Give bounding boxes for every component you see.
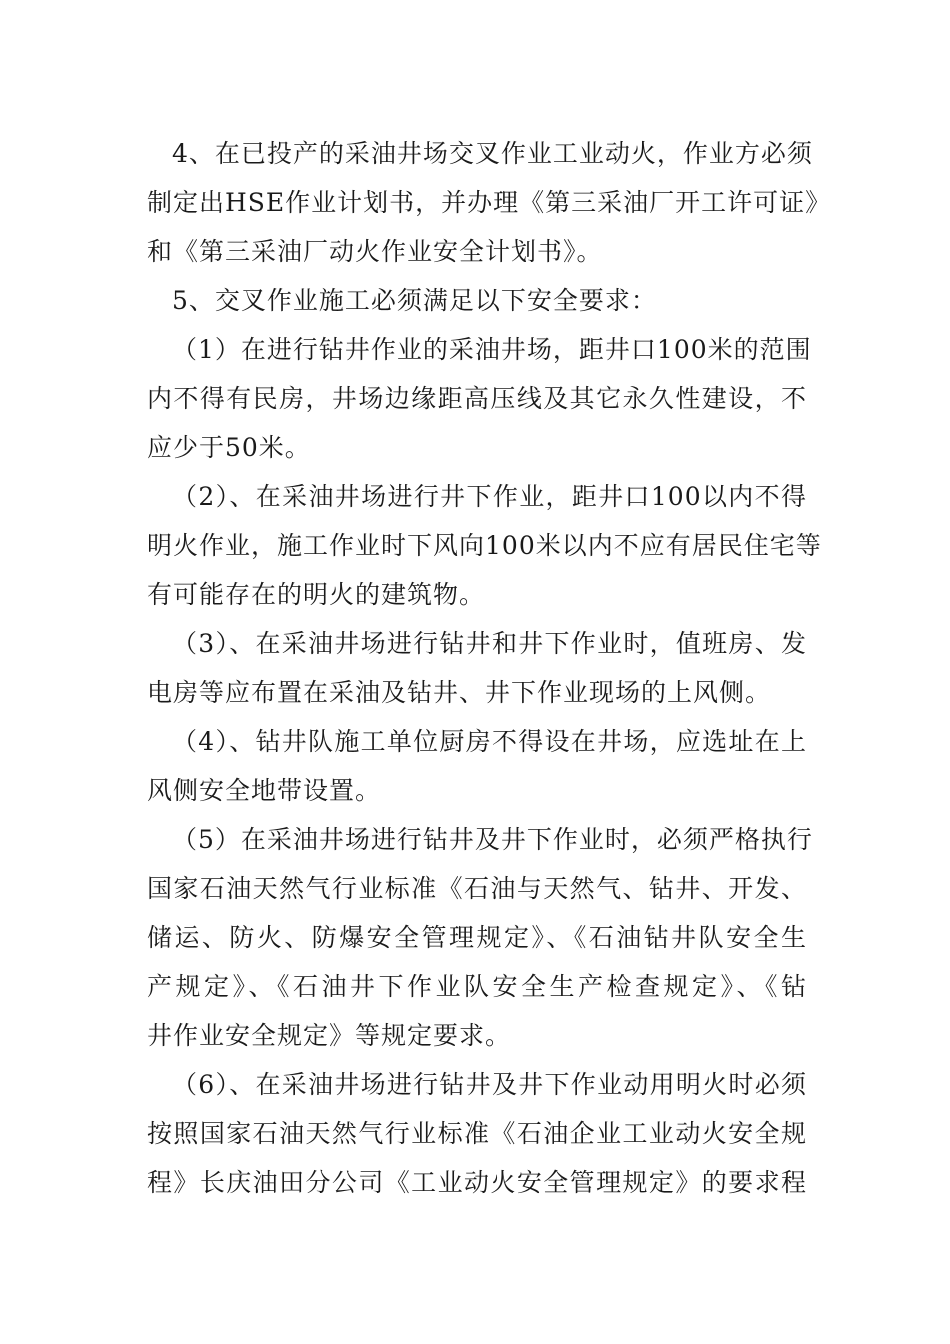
paragraph-line: 风侧安全地带设置。 <box>147 776 382 805</box>
paragraph-item-4 <box>147 129 832 276</box>
paragraph-line: 产规定》、《石油井下作业队安全生产检查规定》、《钻 <box>147 972 807 1001</box>
paragraph-line: 井作业安全规定》等规定要求。 <box>147 1021 512 1050</box>
paragraph-line: （5）在采油井场进行钻井及井下作业时，必须严格执行 <box>172 825 813 854</box>
paragraph-line: 制定出HSE作业计划书，并办理《第三采油厂开工许可证》 <box>147 188 832 217</box>
paragraph-line: （3）、在采油井场进行钻井和井下作业时，值班房、发 <box>172 629 807 658</box>
paragraph-line: 储运、防火、防爆安全管理规定》、《石油钻井队安全生 <box>147 923 807 952</box>
paragraph-line: 4、在已投产的采油井场交叉作业工业动火，作业方必须 <box>172 139 813 168</box>
paragraph-item-5 <box>147 276 807 325</box>
paragraph-subitem-3 <box>147 619 807 717</box>
paragraph-line: 程》长庆油田分公司《工业动火安全管理规定》的要求程 <box>147 1168 807 1197</box>
paragraph-line: 按照国家石油天然气行业标准《石油企业工业动火安全规 <box>147 1119 807 1148</box>
paragraph-subitem-6 <box>147 1060 807 1207</box>
paragraph-line: 5、交叉作业施工必须满足以下安全要求： <box>172 286 657 315</box>
paragraph-line: （4）、钻井队施工单位厨房不得设在井场，应选址在上 <box>172 727 807 756</box>
paragraph-subitem-5 <box>147 815 813 1060</box>
paragraph-line: 有可能存在的明火的建筑物。 <box>147 580 486 609</box>
paragraph-line: 应少于50米。 <box>147 433 311 462</box>
paragraph-line: 内不得有民房，井场边缘距高压线及其它永久性建设，不 <box>147 384 807 413</box>
paragraph-line: （2）、在采油井场进行井下作业，距井口100以内不得 <box>172 482 807 511</box>
paragraph-line: 明火作业，施工作业时下风向100米以内不应有居民住宅等 <box>147 531 822 560</box>
paragraph-line: 和《第三采油厂动火作业安全计划书》。 <box>147 237 603 266</box>
document-body <box>147 129 832 1207</box>
paragraph-subitem-2 <box>147 472 822 619</box>
paragraph-subitem-4 <box>147 717 807 815</box>
paragraph-line: 国家石油天然气行业标准《石油与天然气、钻井、开发、 <box>147 874 807 903</box>
paragraph-line: （1）在进行钻井作业的采油井场，距井口100米的范围 <box>172 335 812 364</box>
paragraph-line: （6）、在采油井场进行钻井及井下作业动用明火时必须 <box>172 1070 807 1099</box>
paragraph-line: 电房等应布置在采油及钻井、井下作业现场的上风侧。 <box>147 678 772 707</box>
paragraph-subitem-1 <box>147 325 812 472</box>
